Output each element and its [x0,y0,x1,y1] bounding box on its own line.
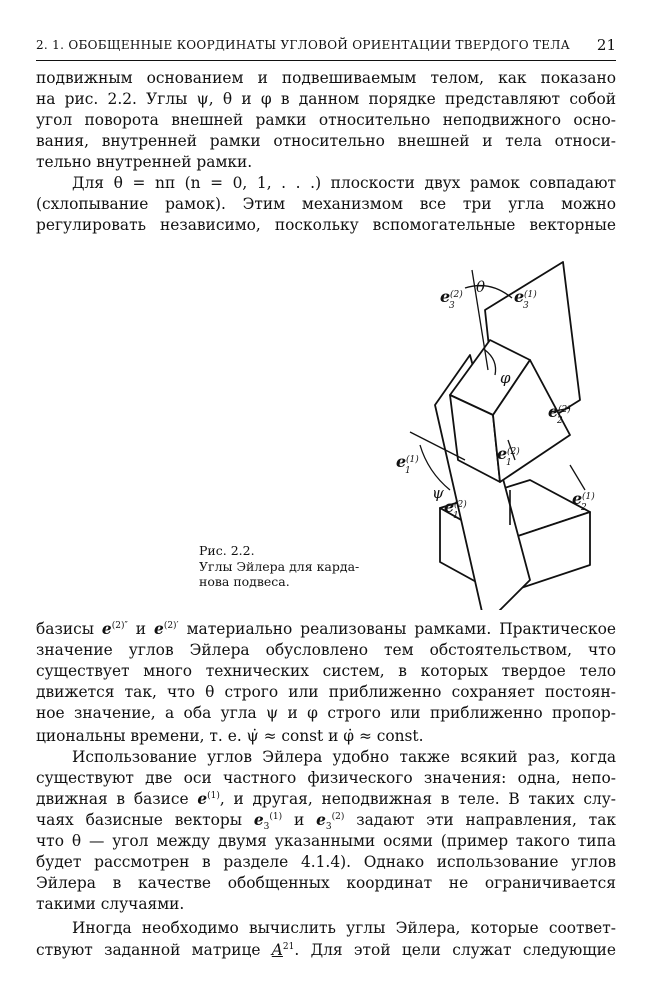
text-line: вания, внутренней рамки относительно внешней и тела относи- [36,132,616,150]
vec-e3-1-sup: (1) [524,290,537,300]
text-line: движется так, что θ строго или приближенно сохраняет постоян- [36,683,616,701]
text-line: циональны времени, т. е. ψ̇ ≈ const и φ̇ ≈ const. [36,727,424,745]
text-line: значение углов Эйлера обусловлено тем обстоятельством, что [36,641,616,659]
text-line: Иногда необходимо вычислить углы Эйлера, которые соответ- [72,919,616,937]
vec-e2-2: e [548,402,559,421]
text-line: движная в базисе $e^{(1)}$, и другая, неподвижная в теле. В таких слу- [36,790,616,808]
vec-e3-1: e [514,287,525,306]
text-line: тельно внутренней рамки. [36,153,253,171]
phi-label: φ [500,369,511,387]
vec-e1-2-sup: (2) [507,447,520,457]
vec-e3-1-sub: 3 [523,301,529,311]
vec-e2-1: e [572,489,583,508]
vec-e1-1-sup: (1) [406,455,419,465]
text-line: ное значение, а оба угла ψ и φ строго или приближенно пропор- [36,704,616,722]
text-line: Использование углов Эйлера удобно также всякий раз, когда [72,748,616,766]
text-line: подвижным основанием и подвешиваемым телом, как показано [36,69,616,87]
vec-e3-2-sup: (2) [450,290,463,300]
text-line: чаях базисные векторы $e_3^{(1)}$ и $e_3^{(2)}$ задают эти направления, так [36,811,616,833]
caption-line: Рис. 2.2. [199,543,255,558]
vec-e2-2-sup: (2) [558,405,571,415]
text-line: регулировать независимо, поскольку вспомогательные векторные [36,216,616,234]
caption-line: нова подвеса. [199,574,290,589]
text-line: существуют две оси частного физического значения: одна, непо- [36,769,616,787]
text-line: базисы $e^{(2)''}$ и $e^{(2)'}$ материально реализованы рамками. Практическое [36,620,616,638]
caption-line: Углы Эйлера для карда- [199,558,360,574]
vec-e1-1-sub: 1 [405,466,411,476]
theta-arc [465,286,512,298]
section-title: 2. 1. ОБОБЩЕННЫЕ КООРДИНАТЫ УГЛОВОЙ ОРИЕНТАЦИИ ТВЕРДОГО ТЕЛА [36,38,571,52]
vec-e1-2b: e [444,497,455,516]
page-number: 21 [596,36,616,54]
header-rule [36,60,616,61]
text-line: такими случаями. [36,895,185,913]
text-line: угол поворота внешней рамки относительно неподвижного осно- [36,111,616,129]
axis-e2-1 [570,465,585,490]
text-line: существует много технических систем, в которых твердое тело [36,662,616,680]
vec-e1-2-sub: 1 [506,458,512,468]
text-line: на рис. 2.2. Углы ψ, θ и φ в данном порядке представляют собой [36,90,616,108]
vec-e3-2-sub: 3 [449,301,455,311]
vec-e1-2: e [497,444,508,463]
text-line: Для θ = nπ (n = 0, 1, . . .) плоскости двух рамок совпадают [72,174,616,192]
text-line: ствуют заданной матрице $A^{21}$. Для этой цели служат следующие [36,941,617,959]
vec-e3-2: e [440,287,451,306]
gimbal-figure [380,250,625,610]
text-line: будет рассмотрен в разделе 4.1.4). Однако использование углов [36,853,616,871]
vec-e2-1-sup: (1) [582,492,595,502]
vec-e1-2b-sub: 1 [453,511,459,521]
text-line: что θ — угол между двумя указанными осями (пример такого типа [36,832,616,850]
vec-e1-2b-sup: (2) [454,500,467,510]
running-header [36,38,616,60]
vec-e1-1: e [396,452,407,471]
vec-e2-1-sub: 2 [581,503,587,513]
text-line: (схлопывание рамок). Этим механизмом все три угла можно [36,195,616,213]
vec-e2-2-sub: 2 [557,416,563,426]
text-line: Эйлера в качестве обобщенных координат не ограничивается [36,874,616,892]
figure-caption [199,543,359,590]
psi-label: ψ [432,484,444,502]
theta-label: θ [476,278,486,296]
